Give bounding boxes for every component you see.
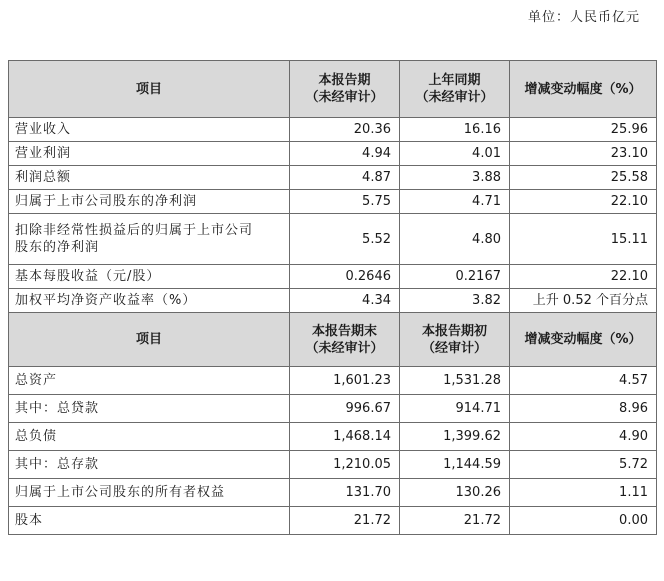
table-row xyxy=(9,118,657,142)
row-item: 加权平均净资产收益率（%） xyxy=(9,289,290,313)
table-row xyxy=(9,395,657,423)
row-current: 4.87 xyxy=(290,166,400,190)
header-period-start-label: 本报告期初 xyxy=(421,323,487,339)
row-change: 1.11 xyxy=(510,479,657,507)
row-item: 股本 xyxy=(9,507,290,535)
header-previous-period-label: 上年同期 xyxy=(428,73,481,88)
row-item-line2: 股东的净利润 xyxy=(15,240,100,255)
row-previous: 3.82 xyxy=(400,289,510,313)
row-item xyxy=(9,214,290,265)
header-previous-period xyxy=(400,61,510,118)
header-change: 增减变动幅度（%） xyxy=(510,313,657,367)
row-change: 22.10 xyxy=(510,265,657,289)
row-previous: 0.2167 xyxy=(400,265,510,289)
row-change: 15.11 xyxy=(510,214,657,265)
row-item: 其中：总存款 xyxy=(9,451,290,479)
row-current: 21.72 xyxy=(290,507,400,535)
row-change: 上升 0.52 个百分点 xyxy=(510,289,657,313)
unit-note: 单位：人民币亿元 xyxy=(527,10,640,25)
row-item: 归属于上市公司股东的净利润 xyxy=(9,190,290,214)
header-current-period-label: 本报告期 xyxy=(318,73,371,88)
row-previous: 1,399.62 xyxy=(400,423,510,451)
row-previous: 21.72 xyxy=(400,507,510,535)
row-current: 996.67 xyxy=(290,395,400,423)
row-current: 4.94 xyxy=(290,142,400,166)
header-period-end-label: 本报告期末 xyxy=(311,323,377,339)
row-previous: 3.88 xyxy=(400,166,510,190)
header-period-end xyxy=(290,313,400,367)
row-change: 25.58 xyxy=(510,166,657,190)
row-change: 0.00 xyxy=(510,507,657,535)
row-current: 1,468.14 xyxy=(290,423,400,451)
row-current: 20.36 xyxy=(290,118,400,142)
row-current: 1,601.23 xyxy=(290,367,400,395)
header-row-balance xyxy=(9,313,657,367)
table-row xyxy=(9,479,657,507)
row-previous: 16.16 xyxy=(400,118,510,142)
table-row xyxy=(9,166,657,190)
table-row xyxy=(9,142,657,166)
table-row xyxy=(9,289,657,313)
row-change: 23.10 xyxy=(510,142,657,166)
row-change: 25.96 xyxy=(510,118,657,142)
header-current-period xyxy=(290,61,400,118)
row-item: 基本每股收益（元/股） xyxy=(9,265,290,289)
header-item: 项目 xyxy=(9,61,290,118)
header-previous-period-audit: （未经审计） xyxy=(415,90,494,105)
row-previous: 1,531.28 xyxy=(400,367,510,395)
row-change: 22.10 xyxy=(510,190,657,214)
row-item: 归属于上市公司股东的所有者权益 xyxy=(9,479,290,507)
row-item: 营业利润 xyxy=(9,142,290,166)
row-item: 总负债 xyxy=(9,423,290,451)
table-row xyxy=(9,507,657,535)
row-item: 其中：总贷款 xyxy=(9,395,290,423)
row-previous: 914.71 xyxy=(400,395,510,423)
financial-summary-table xyxy=(8,60,657,535)
row-change: 4.57 xyxy=(510,367,657,395)
row-previous: 4.80 xyxy=(400,214,510,265)
row-current: 4.34 xyxy=(290,289,400,313)
header-change: 增减变动幅度（%） xyxy=(510,61,657,118)
header-period-start-audit: （经审计） xyxy=(421,340,487,356)
row-change: 5.72 xyxy=(510,451,657,479)
row-current: 5.75 xyxy=(290,190,400,214)
row-current: 0.2646 xyxy=(290,265,400,289)
table-row xyxy=(9,451,657,479)
header-current-period-audit: （未经审计） xyxy=(305,90,384,105)
row-change: 4.90 xyxy=(510,423,657,451)
header-item: 项目 xyxy=(9,313,290,367)
row-change: 8.96 xyxy=(510,395,657,423)
row-previous: 130.26 xyxy=(400,479,510,507)
row-item-line1: 扣除非经常性损益后的归属于上市公司 xyxy=(15,223,254,238)
table-row xyxy=(9,190,657,214)
table-row xyxy=(9,367,657,395)
header-period-start xyxy=(400,313,510,367)
row-current: 131.70 xyxy=(290,479,400,507)
row-item: 利润总额 xyxy=(9,166,290,190)
row-item: 营业收入 xyxy=(9,118,290,142)
row-previous: 4.01 xyxy=(400,142,510,166)
table-row xyxy=(9,423,657,451)
row-previous: 1,144.59 xyxy=(400,451,510,479)
table-row xyxy=(9,214,657,265)
row-current: 5.52 xyxy=(290,214,400,265)
row-item: 总资产 xyxy=(9,367,290,395)
table-row xyxy=(9,265,657,289)
header-row-period xyxy=(9,61,657,118)
row-current: 1,210.05 xyxy=(290,451,400,479)
header-period-end-audit: （未经审计） xyxy=(305,340,384,356)
row-previous: 4.71 xyxy=(400,190,510,214)
